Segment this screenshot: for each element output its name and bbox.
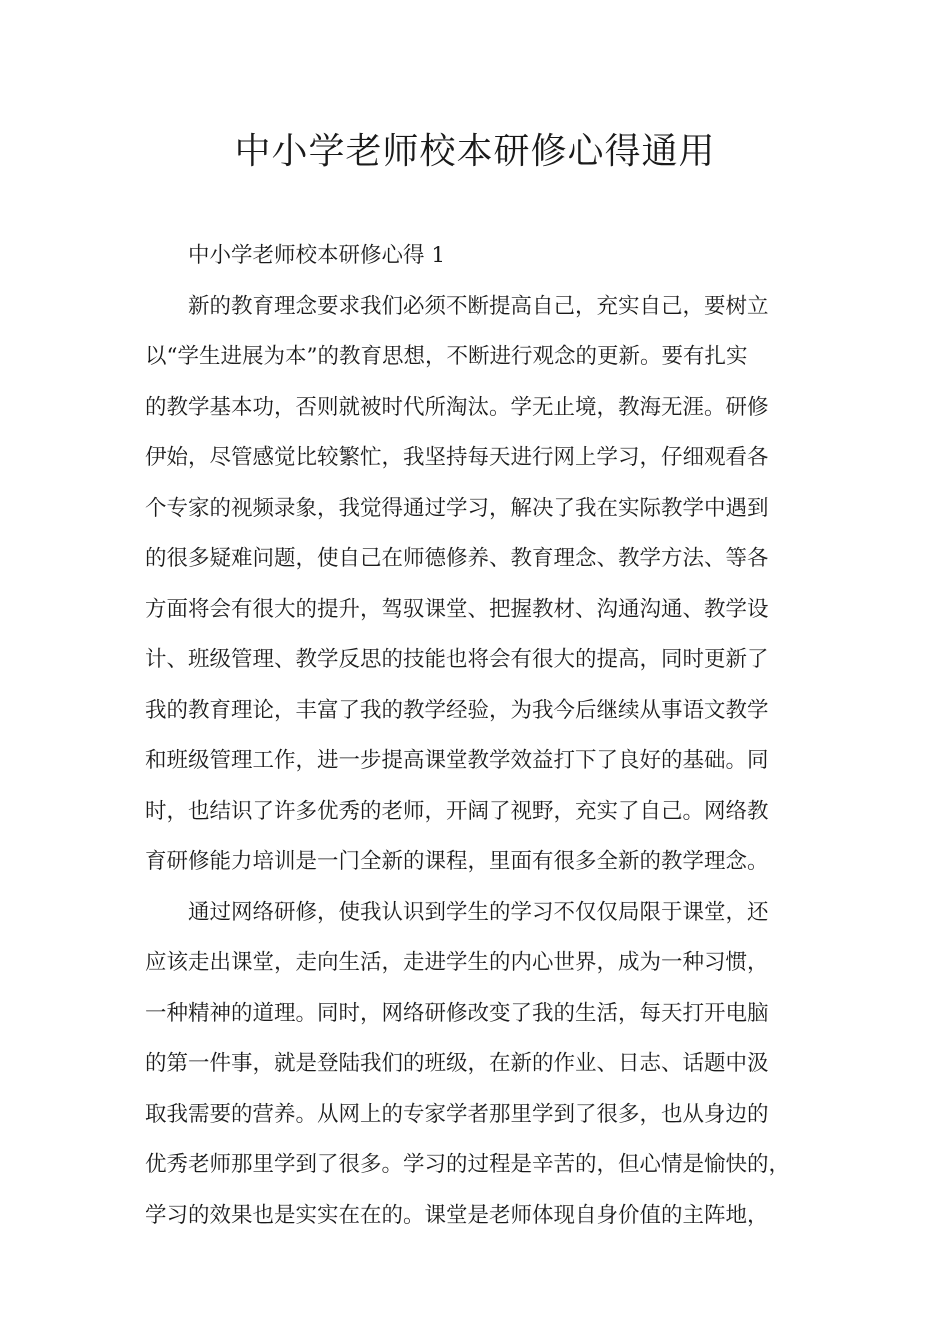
paragraph-line: 取我需要的营养。从网上的专家学者那里学到了很多，也从身边的: [145, 1101, 769, 1127]
paragraph-line: 和班级管理工作，进一步提高课堂教学效益打下了良好的基础。同: [145, 748, 769, 773]
paragraph-line: 通过网络研修，使我认识到学生的学习不仅仅局限于课堂，还: [188, 899, 769, 925]
paragraph-line: 伊始，尽管感觉比较繁忙，我坚持每天进行网上学习，仔细观看各: [145, 445, 769, 470]
paragraph-line: 的第一件事，就是登陆我们的班级，在新的作业、日志、话题中汲: [145, 1051, 769, 1076]
document-title: 中小学老师校本研修心得通用: [234, 131, 716, 172]
section-heading: 中小学老师校本研修心得 1: [188, 243, 446, 268]
paragraph-line: 我的教育理论，丰富了我的教学经验，为我今后继续从事语文教学: [145, 697, 769, 723]
paragraph-line: 以“学生进展为本”的教育思想，不断进行观念的更新。要有扎实: [145, 344, 748, 369]
paragraph-line: 的很多疑难问题，使自己在师德修养、教育理念、教学方法、等各: [145, 546, 769, 571]
paragraph-line: 的教学基本功，否则就被时代所淘汰。学无止境，教海无涯。研修: [145, 394, 769, 420]
paragraph-line: 育研修能力培训是一门全新的课程，里面有很多全新的教学理念。: [145, 849, 769, 874]
document-body: [145, 231, 825, 1241]
paragraph-line: 应该走出课堂，走向生活，走进学生的内心世界，成为一种习惯，: [145, 950, 769, 975]
paragraph-line: 新的教育理念要求我们必须不断提高自己，充实自己，要树立: [188, 293, 769, 319]
paragraph-line: 个专家的视频录象，我觉得通过学习，解决了我在实际教学中遇到: [145, 495, 769, 521]
paragraph-line: 优秀老师那里学到了很多。学习的过程是辛苦的，但心情是愉快的，: [145, 1152, 791, 1177]
paragraph-line: 一种精神的道理。同时，网络研修改变了我的生活，每天打开电脑: [145, 1000, 769, 1026]
paragraph-line: 方面将会有很大的提升，驾驭课堂、把握教材、沟通沟通、教学设: [145, 596, 769, 622]
paragraph-line: 计、班级管理、教学反思的技能也将会有很大的提高，同时更新了: [145, 647, 769, 672]
paragraph-line: 学习的效果也是实实在在的。课堂是老师体现自身价值的主阵地，: [145, 1202, 769, 1228]
paragraph-line: 时，也结识了许多优秀的老师，开阔了视野，充实了自己。网络教: [145, 798, 769, 824]
